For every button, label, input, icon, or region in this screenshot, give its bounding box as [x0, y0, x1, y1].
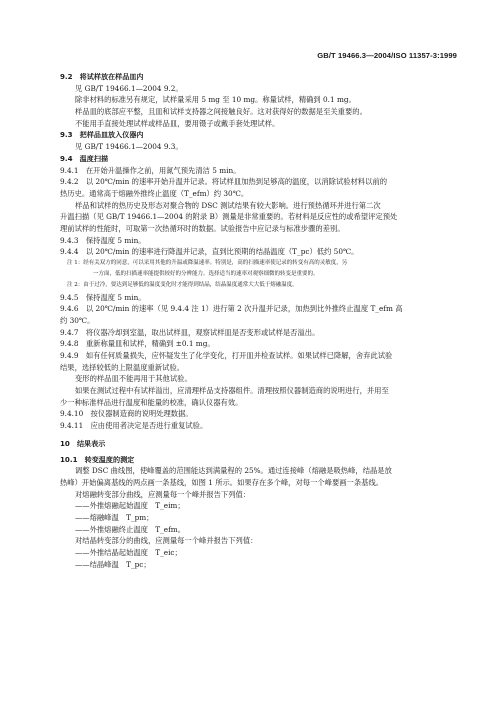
text-line: ——外推熔融终止温度 T_efm。: [75, 524, 186, 534]
text-line: 9.4.10 按仪器制造商的说明处理数据。: [60, 409, 193, 419]
text-line: 9.4.5 保持温度 5 min。: [60, 292, 146, 302]
text-line: 结果，选择较低的上限温度重新试验。: [60, 362, 185, 372]
text-line: 对熔融转变部分曲线，应测量每一个峰并报告下列值：: [75, 489, 251, 499]
text-line: ——外推熔融起始温度 T_eim；: [75, 501, 185, 511]
document-body: [60, 71, 464, 570]
text-line: 9.4.3 保持温度 5 min。: [60, 235, 146, 245]
note-line: 注 2：由于过冷，要达到足够低的温度变化时才能得到结晶，结晶温度通常大大低于熔融温度。: [67, 282, 298, 289]
page-header: GB/T 19466.3—2004/ISO 11357-3:1999: [317, 51, 457, 60]
text-line: 不能用手直接处理试样或样品皿，要用镊子或戴手套处理试样。: [75, 118, 280, 128]
text-line: ——结晶峰温 T_pc；: [75, 559, 151, 569]
text-line: 约 30℃。: [60, 315, 95, 325]
text-line: 调整 DSC 曲线图，使峰覆盖的范围能达到满量程的 25%。通过连接峰（熔融是吸热峰，结晶是放: [75, 466, 392, 476]
text-line: 如果在测试过程中有试样溢出，应清理样品支持器组件。清理按照仪器制造商的说明进行，并用至: [75, 386, 389, 396]
text-line: 理前试样的性能时，可取第一次热循环时的数据。试验报告中应记录与标准步骤的差别。: [60, 223, 345, 233]
text-line: 见 GB/T 19466.1—2004 9.3。: [75, 142, 183, 152]
note-line: 注 1：经有关双方的同意，可以采用其他的升温或降温速率。特别是，高的扫描速率使记录的转变有高的灵敏度，另: [67, 260, 348, 266]
text-line: 热历史。通常高于熔融外推终止温度（T_efm）约 30℃。: [60, 188, 249, 198]
section-heading: 10 结果表示: [60, 438, 106, 448]
text-line: 见 GB/T 19466.1—2004 9.2。: [75, 83, 183, 93]
text-line: 9.4.1 在开始升温操作之前，用氮气预先清洁 5 min。: [60, 165, 241, 175]
section-heading: 10.1 转变温度的测定: [60, 454, 135, 464]
text-line: 少一种标准样品进行温度和能量的校准，确认仪器有效。: [60, 397, 243, 407]
text-line: 升温扫描（见 GB/T 19466.1—2004 的附录 B）测量是非常重要的。若材料是反应性的或希望评定预处: [60, 212, 398, 222]
text-line: ——熔融峰温 T_pm；: [75, 512, 154, 522]
text-line: 除非材料的标准另有规定，试样量采用 5 mg 至 10 mg。称量试样，精确到 0.1 mg。: [75, 95, 356, 105]
text-line: 9.4.2 以 20℃/min 的速率开始升温并记录。将试样皿加热到足够高的温度，以消除试验材料以前的: [60, 177, 388, 187]
section-heading: 9.3 把样品皿放入仪器内: [60, 130, 144, 140]
section-heading: 9.2 将试样放在样品皿内: [60, 72, 144, 81]
text-line: 9.4.11 应由使用者决定是否进行重复试验。: [60, 421, 208, 431]
text-line: 热峰）开始偏离基线的两点画一条基线，如图 1 所示。如果存在多个峰，对每一个峰要画一条基线。: [60, 477, 384, 487]
text-line: 9.4.7 将仪器冷却到室温，取出试样皿，观察试样皿是否变形或试样是否溢出。: [60, 327, 320, 337]
note-line: 一方面，低的扫描速率能提供较好的分辨能力。选择适当的速率对观察细微的转变是重要的。: [93, 271, 319, 278]
text-line: 样品皿的底部应平整，且皿和试样支持器之间接触良好。这对获得好的数据是至关重要的。: [75, 107, 367, 117]
text-line: ——外推结晶起始温度 T_eic；: [75, 548, 182, 557]
text-line: 样品和试样的热历史及形态对聚合物的 DSC 测试结果有较大影响。进行预热循环并进行第二次: [75, 200, 381, 210]
text-line: 9.4.6 以 20℃/min 的速率（见 9.4.4 注 1）进行第 2 次升温并记录，加热到比外推终止温度 T_efm 高: [60, 304, 403, 314]
text-line: 9.4.8 重新称量皿和试样，精确到 ±0.1 mg。: [60, 339, 215, 349]
text-line: 变形的样品皿不能再用于其他试验。: [75, 374, 192, 384]
section-heading: 9.4 温度扫描: [60, 153, 109, 163]
text-line: 9.4.4 以 20℃/min 的速率进行降温并记录，直到比预期的结晶温度（T_pc）低约 50℃。: [60, 247, 359, 257]
text-line: 对结晶转变部分的曲线，应测量每一个峰并报告下列值：: [75, 536, 258, 546]
text-line: 9.4.9 如有任何质量损失，应怀疑发生了化学变化，打开皿并检查试样。如果试样已降解，舍弃此试验: [60, 351, 393, 360]
